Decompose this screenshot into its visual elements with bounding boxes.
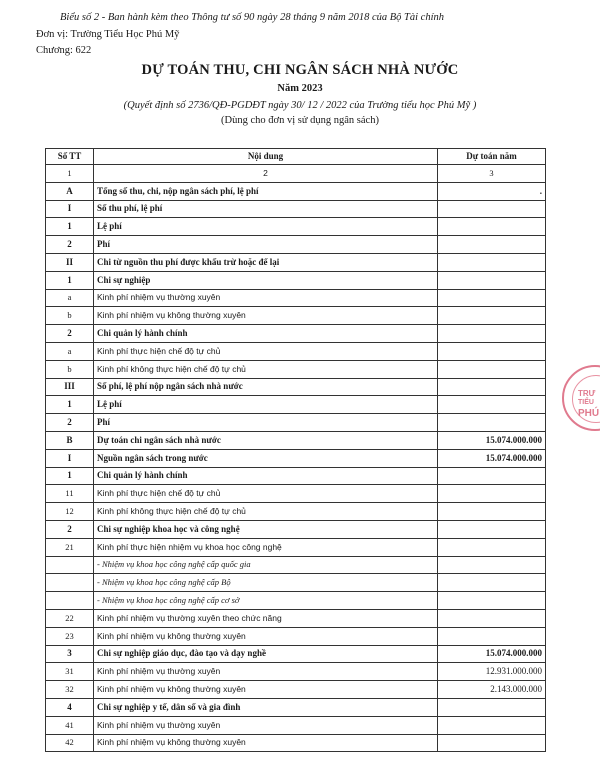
document-title: DỰ TOÁN THU, CHI NGÂN SÁCH NHÀ NƯỚC (141, 62, 459, 78)
row-number-cell: 42 (46, 734, 94, 752)
table-row (46, 538, 546, 556)
row-number-cell: 2 (46, 414, 94, 432)
row-number-cell (46, 592, 94, 610)
row-content-cell: Tổng số thu, chi, nộp ngân sách phí, lệ phí (94, 182, 438, 200)
table-row (46, 307, 546, 325)
table-row (46, 378, 546, 396)
table-row (46, 253, 546, 271)
table-row (46, 449, 546, 467)
row-estimate-cell: 3 (438, 165, 546, 183)
table-row (46, 396, 546, 414)
column-header-content: Nội dung (94, 149, 438, 165)
row-content-cell: Kinh phí nhiệm vụ thường xuyên (94, 716, 438, 734)
row-estimate-cell (438, 698, 546, 716)
table-row (46, 165, 546, 183)
row-number-cell: A (46, 182, 94, 200)
row-content-cell: Kinh phí không thực hiện chế độ tự chủ (94, 503, 438, 521)
table-row (46, 360, 546, 378)
row-number-cell: 2 (46, 325, 94, 343)
row-content-cell: Kinh phí thực hiện chế độ tự chủ (94, 342, 438, 360)
row-estimate-cell (438, 253, 546, 271)
table-row (46, 414, 546, 432)
table-row (46, 467, 546, 485)
row-number-cell: 1 (46, 165, 94, 183)
table-row (46, 200, 546, 218)
row-content-cell: Kinh phí không thực hiện chế độ tự chủ (94, 360, 438, 378)
row-estimate-cell (438, 520, 546, 538)
row-number-cell: 22 (46, 609, 94, 627)
row-estimate-cell (438, 503, 546, 521)
row-estimate-cell (438, 592, 546, 610)
row-estimate-cell (438, 627, 546, 645)
table-row (46, 271, 546, 289)
row-content-cell: Chi quản lý hành chính (94, 325, 438, 343)
table-row (46, 698, 546, 716)
table-row (46, 485, 546, 503)
column-header-stt: Số TT (46, 149, 94, 165)
row-content-cell: Chi quản lý hành chính (94, 467, 438, 485)
table-row (46, 236, 546, 254)
row-estimate-cell (438, 556, 546, 574)
table-row (46, 182, 546, 200)
row-content-cell: Kinh phí nhiệm vụ không thường xuyên (94, 627, 438, 645)
row-estimate-cell: 12.931.000.000 (438, 663, 546, 681)
column-header-estimate: Dự toán năm (438, 149, 546, 165)
table-row (46, 609, 546, 627)
row-content-cell: - Nhiệm vụ khoa học công nghệ cấp cơ sở (94, 592, 438, 610)
row-number-cell: 21 (46, 538, 94, 556)
row-estimate-cell (438, 200, 546, 218)
table-row (46, 520, 546, 538)
table-row (46, 325, 546, 343)
row-number-cell: 31 (46, 663, 94, 681)
decision-reference: (Quyết định số 2736/QĐ-PGDĐT ngày 30/ 12 / 2022 của Trường tiểu học Phú Mỹ ) (123, 100, 477, 111)
row-number-cell: 1 (46, 271, 94, 289)
table-row (46, 681, 546, 699)
row-content-cell: Số thu phí, lệ phí (94, 200, 438, 218)
unit-name: Đơn vị: Trường Tiểu Học Phú Mỹ (36, 29, 180, 40)
row-content-cell: Kinh phí nhiệm vụ thường xuyên (94, 663, 438, 681)
table-row (46, 574, 546, 592)
row-number-cell: 41 (46, 716, 94, 734)
row-estimate-cell: 2.143.000.000 (438, 681, 546, 699)
table-row (46, 627, 546, 645)
row-content-cell: 2 (94, 165, 438, 183)
row-number-cell: 11 (46, 485, 94, 503)
row-estimate-cell (438, 378, 546, 396)
chapter-code: Chương: 622 (36, 45, 92, 56)
row-estimate-cell (438, 307, 546, 325)
budget-table (45, 148, 546, 752)
row-number-cell: 2 (46, 520, 94, 538)
seal-text-line: TRƯ (578, 389, 596, 398)
row-number-cell: 23 (46, 627, 94, 645)
row-estimate-cell (438, 289, 546, 307)
row-content-cell: Lệ phí (94, 218, 438, 236)
row-estimate-cell (438, 271, 546, 289)
row-number-cell: a (46, 289, 94, 307)
official-seal-stamp (562, 365, 600, 431)
budget-year: Năm 2023 (277, 83, 323, 94)
row-number-cell: 32 (46, 681, 94, 699)
row-content-cell: Lệ phí (94, 396, 438, 414)
row-content-cell: Kinh phí nhiệm vụ không thường xuyên (94, 734, 438, 752)
row-number-cell: 1 (46, 218, 94, 236)
table-row (46, 716, 546, 734)
row-content-cell: Phí (94, 236, 438, 254)
row-content-cell: Chi từ nguồn thu phí được khấu trừ hoặc để lại (94, 253, 438, 271)
row-estimate-cell: 15.074.000.000 (438, 449, 546, 467)
table-row (46, 431, 546, 449)
row-content-cell: Chi sự nghiệp y tế, dân số và gia đình (94, 698, 438, 716)
row-content-cell: Kinh phí thực hiện nhiệm vụ khoa học công nghệ (94, 538, 438, 556)
usage-note: (Dùng cho đơn vị sử dụng ngân sách) (221, 115, 379, 126)
row-number-cell (46, 556, 94, 574)
row-content-cell: Kinh phí nhiệm vụ không thường xuyên (94, 681, 438, 699)
row-number-cell: III (46, 378, 94, 396)
table-header-row (46, 149, 546, 165)
row-estimate-cell (438, 485, 546, 503)
row-number-cell: b (46, 360, 94, 378)
row-estimate-cell (438, 342, 546, 360)
row-estimate-cell (438, 467, 546, 485)
table-row (46, 342, 546, 360)
row-content-cell: Chi sự nghiệp giáo dục, đào tạo và dạy nghề (94, 645, 438, 663)
row-estimate-cell (438, 236, 546, 254)
row-content-cell: - Nhiệm vụ khoa học công nghệ cấp Bộ (94, 574, 438, 592)
row-number-cell: I (46, 200, 94, 218)
row-estimate-cell (438, 360, 546, 378)
row-estimate-cell: 15.074.000.000 (438, 645, 546, 663)
row-number-cell: 1 (46, 467, 94, 485)
row-estimate-cell (438, 396, 546, 414)
row-number-cell: 4 (46, 698, 94, 716)
row-estimate-cell (438, 574, 546, 592)
row-number-cell: b (46, 307, 94, 325)
table-row (46, 663, 546, 681)
row-estimate-cell (438, 218, 546, 236)
table-row (46, 289, 546, 307)
table-row (46, 734, 546, 752)
row-number-cell (46, 574, 94, 592)
table-row (46, 218, 546, 236)
row-number-cell: 12 (46, 503, 94, 521)
row-number-cell: I (46, 449, 94, 467)
row-content-cell: - Nhiệm vụ khoa học công nghệ cấp quốc gia (94, 556, 438, 574)
document-reference-line: Biểu số 2 - Ban hành kèm theo Thông tư số 90 ngày 28 tháng 9 năm 2018 của Bộ Tài chính (60, 12, 444, 23)
row-number-cell: II (46, 253, 94, 271)
row-estimate-cell (438, 538, 546, 556)
row-content-cell: Số phí, lệ phí nộp ngân sách nhà nước (94, 378, 438, 396)
row-content-cell: Nguồn ngân sách trong nước (94, 449, 438, 467)
row-estimate-cell (438, 414, 546, 432)
row-content-cell: Chi sự nghiệp khoa học và công nghệ (94, 520, 438, 538)
row-content-cell: Kinh phí nhiệm vụ không thường xuyên (94, 307, 438, 325)
row-estimate-cell (438, 609, 546, 627)
row-number-cell: 2 (46, 236, 94, 254)
seal-text-line: TIỂU (578, 399, 594, 406)
row-estimate-cell: 15.074.000.000 (438, 431, 546, 449)
row-estimate-cell (438, 325, 546, 343)
table-row (46, 503, 546, 521)
row-content-cell: Kinh phí nhiệm vụ thường xuyên (94, 289, 438, 307)
table-row (46, 592, 546, 610)
budget-table-body (46, 165, 546, 752)
row-content-cell: Dự toán chi ngân sách nhà nước (94, 431, 438, 449)
row-content-cell: Chi sự nghiệp (94, 271, 438, 289)
row-number-cell: 3 (46, 645, 94, 663)
seal-text-line: PHÚ (578, 408, 600, 419)
row-number-cell: 1 (46, 396, 94, 414)
row-number-cell: a (46, 342, 94, 360)
row-content-cell: Kinh phí thực hiện chế độ tự chủ (94, 485, 438, 503)
table-row (46, 645, 546, 663)
row-content-cell: Phí (94, 414, 438, 432)
row-estimate-cell (438, 734, 546, 752)
table-row (46, 556, 546, 574)
row-estimate-cell (438, 716, 546, 734)
row-number-cell: B (46, 431, 94, 449)
row-content-cell: Kinh phí nhiệm vụ thường xuyên theo chức năng (94, 609, 438, 627)
row-estimate-cell: . (438, 182, 546, 200)
